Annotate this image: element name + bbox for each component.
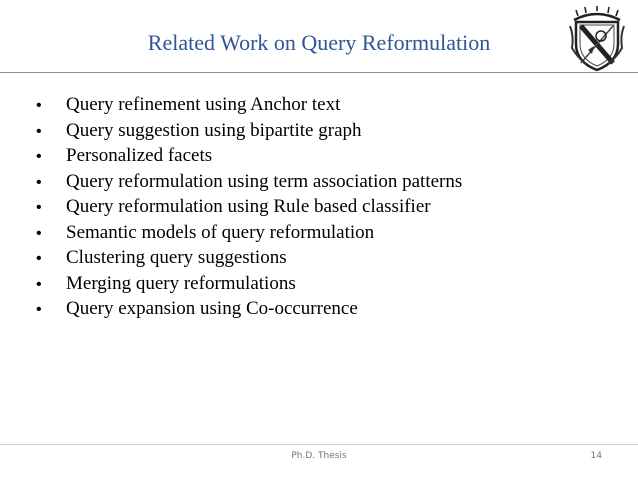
bullet-dot-icon: • <box>36 97 42 114</box>
bullet-text: Clustering query suggestions <box>66 247 287 268</box>
bullet-text: Query reformulation using term association patterns <box>66 170 463 192</box>
bullet-dot-icon: • <box>36 224 42 242</box>
bullet-list <box>36 94 462 324</box>
bullet-item <box>36 94 462 120</box>
slide-title: Related Work on Query Reformulation <box>147 30 491 55</box>
title-divider <box>0 72 638 73</box>
bullet-text: Semantic models of query reformulation <box>66 221 375 243</box>
bullet-text: Query suggestion using bipartite graph <box>66 119 362 141</box>
bullet-dot-icon: • <box>36 301 42 318</box>
footer-label: Ph.D. Thesis <box>291 451 347 461</box>
bullet-item <box>36 145 462 171</box>
bullet-text: Merging query reformulations <box>66 272 296 294</box>
bullet-dot-icon: • <box>36 122 42 140</box>
bullet-dot-icon: • <box>36 148 42 165</box>
bullet-text: Query reformulation using Rule based classifier <box>66 196 431 217</box>
bullet-item <box>36 120 462 146</box>
bullet-dot-icon: • <box>36 250 42 267</box>
bullet-text: Query refinement using Anchor text <box>66 94 341 115</box>
bullet-item <box>36 247 462 273</box>
page-number: 14 <box>590 451 602 461</box>
bullet-item <box>36 222 462 248</box>
bullet-dot-icon: • <box>36 173 42 191</box>
bullet-item <box>36 298 462 324</box>
bullet-dot-icon: • <box>36 199 42 216</box>
bullet-dot-icon: • <box>36 275 42 293</box>
bullet-item <box>36 171 462 197</box>
bullet-item <box>36 196 462 222</box>
bullet-text: Query expansion using Co-occurrence <box>66 298 358 319</box>
footer-divider <box>0 444 638 445</box>
bullet-text: Personalized facets <box>66 145 213 166</box>
university-crest-icon <box>568 6 626 72</box>
bullet-item <box>36 273 462 299</box>
